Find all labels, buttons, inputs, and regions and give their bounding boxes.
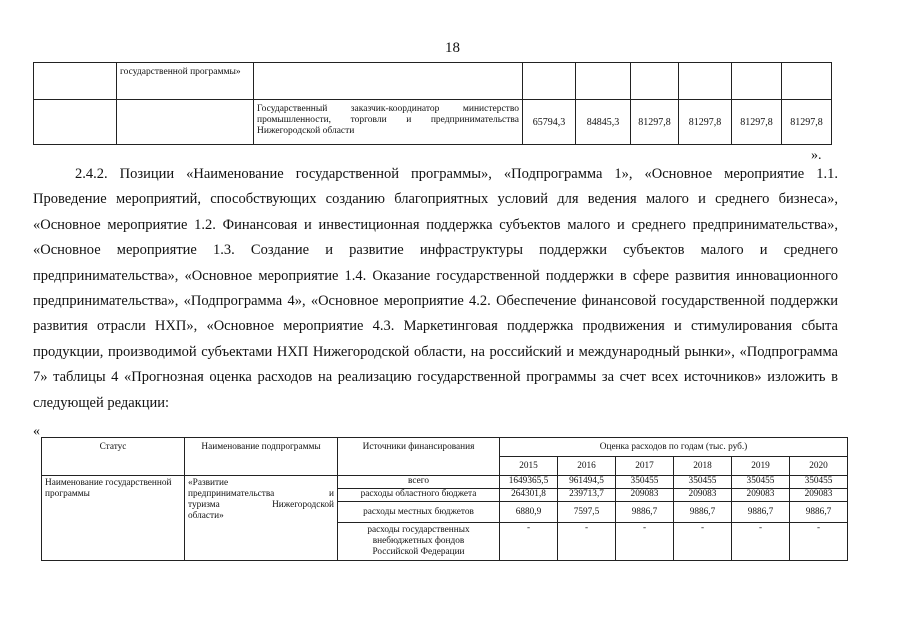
value-cell: 84845,3 — [576, 100, 631, 145]
source-cell: расходы государственных внебюджетных фондов Российской Федерации — [338, 523, 500, 561]
table-cell — [732, 63, 782, 100]
table-cell — [679, 63, 732, 100]
year-header: 2018 — [674, 457, 732, 476]
value-cell: 350455 — [790, 476, 848, 489]
value-cell: 81297,8 — [679, 100, 732, 145]
subprogram-line — [188, 500, 334, 511]
table-cell — [523, 63, 576, 100]
value-cell: 209083 — [790, 489, 848, 502]
table-cell — [117, 100, 254, 145]
value-cell: - — [558, 523, 616, 561]
year-header: 2019 — [732, 457, 790, 476]
year-header: 2020 — [790, 457, 848, 476]
page-number: 18 — [445, 40, 460, 56]
value-cell: 350455 — [732, 476, 790, 489]
value-cell: - — [732, 523, 790, 561]
value-cell: 6880,9 — [500, 502, 558, 523]
source-cell: всего — [338, 476, 500, 489]
value-cell: - — [790, 523, 848, 561]
table-cell — [782, 63, 832, 100]
subprogram-line: «Развитие — [188, 478, 229, 488]
continuation-table — [33, 62, 832, 145]
subprogram-line — [188, 489, 334, 500]
value-cell: 9886,7 — [674, 502, 732, 523]
subprogram-word: и — [329, 489, 334, 499]
source-cell: расходы областного бюджета — [338, 489, 500, 502]
header-estimate: Оценка расходов по годам (тыс. руб.) — [500, 438, 848, 457]
value-cell: 350455 — [674, 476, 732, 489]
value-cell: 81297,8 — [732, 100, 782, 145]
table-cell — [34, 63, 117, 100]
body-paragraph: 2.4.2. Позиции «Наименование государственной программы», «Подпрограмма 1», «Основное мероприятие 1.1. Проведение мероприятий, способствующих созданию благоприятных условий для ведения малого и среднего бизнеса», «Основное мероприятие 1.2. Финансовая и инвестиционная поддержка субъектов малого и среднего предпринимательства», «Основное мероприятие 1.3. Создание и развитие инфраструктуры поддержки субъектов малого и среднего предпринимательства», «Основное мероприятие 1.4. Оказание государственной поддержки в сфере развития инновационного предпринимательства», «Подпрограмма 4», «Основное мероприятие 4.2. Обеспечение финансовой государственной поддержки развития отрасли НХП», «Основное мероприятие 4.3. Маркетинговая поддержка продвижения и стимулирования сбыта продукции, производимой субъектами НХП Нижегородской области, на российский и международный рынки», «Подпрограмма 7» таблицы 4 «Прогнозная оценка расходов на реализацию государственной программы за счет всех источников» изложить в следующей редакции: — [33, 166, 838, 411]
value-cell: - — [674, 523, 732, 561]
header-status: Статус — [42, 438, 185, 476]
header-sources: Источники финансирования — [338, 438, 500, 476]
value-cell: 350455 — [616, 476, 674, 489]
status-cell: Наименование государственной программы — [42, 476, 185, 561]
year-header: 2015 — [500, 457, 558, 476]
closing-quote: ». — [811, 148, 822, 163]
subprogram-word: туризма — [188, 500, 220, 510]
value-cell: 81297,8 — [631, 100, 679, 145]
table-cell — [576, 63, 631, 100]
source-cell: расходы местных бюджетов — [338, 502, 500, 523]
value-cell: - — [616, 523, 674, 561]
value-cell: 209083 — [732, 489, 790, 502]
subprogram-word: предпринимательства — [188, 489, 275, 499]
value-cell: - — [500, 523, 558, 561]
table-cell: государственной программы» — [117, 63, 254, 100]
value-cell: 961494,5 — [558, 476, 616, 489]
expense-estimate-table — [41, 437, 848, 561]
value-cell: 209083 — [616, 489, 674, 502]
header-subprogram: Наименование подпрограммы — [185, 438, 338, 476]
value-cell: 9886,7 — [790, 502, 848, 523]
value-cell: 209083 — [674, 489, 732, 502]
table-cell — [254, 63, 523, 100]
subprogram-word: Нижегородской — [272, 500, 334, 510]
table-cell — [34, 100, 117, 145]
subprogram-cell — [185, 476, 338, 561]
value-cell: 9886,7 — [732, 502, 790, 523]
year-header: 2016 — [558, 457, 616, 476]
value-cell: 65794,3 — [523, 100, 576, 145]
value-cell: 7597,5 — [558, 502, 616, 523]
subprogram-line: области» — [188, 511, 224, 521]
customer-coordinator-cell: Государственный заказчик-координатор министерство промышленности, торговли и предпринимательства Нижегородской области — [254, 100, 523, 145]
value-cell: 239713,7 — [558, 489, 616, 502]
value-cell: 9886,7 — [616, 502, 674, 523]
value-cell: 81297,8 — [782, 100, 832, 145]
value-cell: 1649365,5 — [500, 476, 558, 489]
value-cell: 264301,8 — [500, 489, 558, 502]
opening-quote: « — [33, 424, 40, 439]
table-cell — [631, 63, 679, 100]
year-header: 2017 — [616, 457, 674, 476]
